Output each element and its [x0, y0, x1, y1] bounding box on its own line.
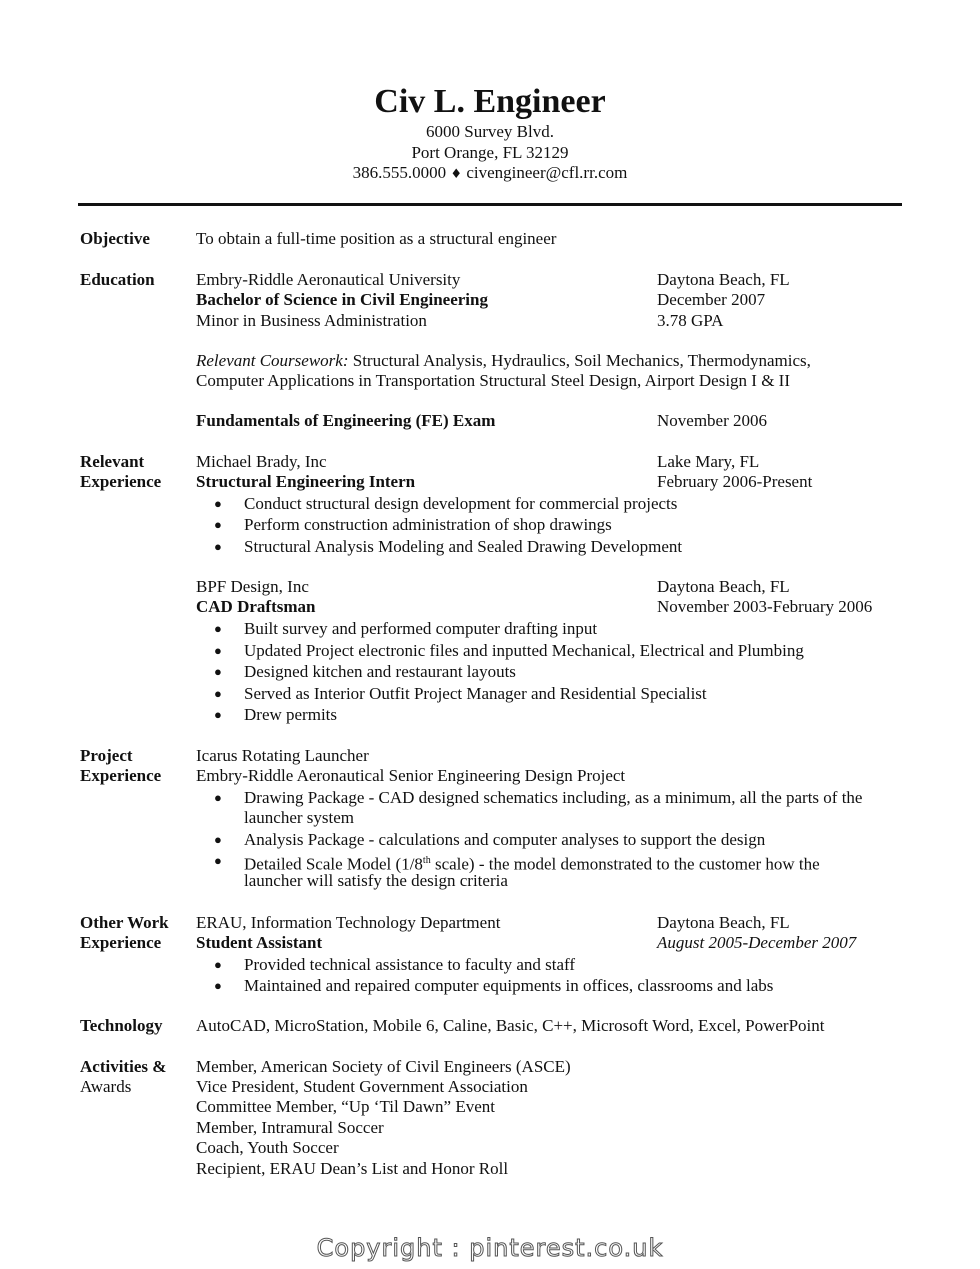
project-bullet-1-line-1: Drawing Package - CAD designed schematics including, as a minimum, all the parts of the	[244, 788, 863, 807]
relevant-experience-label-2: Experience	[80, 472, 162, 491]
education-label: Education	[80, 270, 155, 289]
bullet-icon: ●	[214, 664, 222, 679]
diamond-separator-icon: ♦	[450, 167, 463, 182]
phone: 386.555.0000	[352, 163, 447, 182]
technology-label: Technology	[80, 1016, 163, 1035]
scale-text-pre: Detailed Scale Model (1/8	[244, 854, 423, 874]
job-1-bullet-1: Conduct structural design development for commercial projects	[244, 494, 678, 513]
job-2-location: Daytona Beach, FL	[657, 577, 790, 596]
education-date: December 2007	[657, 290, 766, 309]
education-minor: Minor in Business Administration	[196, 311, 427, 330]
bullet-icon: ●	[214, 978, 222, 993]
education-degree: Bachelor of Science in Civil Engineering	[196, 290, 488, 309]
scale-text-post: scale) - the model demonstrated to the customer how the	[430, 854, 820, 874]
activity-item: Member, Intramural Soccer	[196, 1118, 384, 1137]
activity-item: Committee Member, “Up ‘Til Dawn” Event	[196, 1097, 495, 1116]
bullet-icon: ●	[214, 539, 222, 554]
education-location: Daytona Beach, FL	[657, 270, 790, 289]
bullet-icon: ●	[214, 643, 222, 658]
activity-item: Vice President, Student Government Association	[196, 1077, 528, 1096]
contact-line	[0, 163, 980, 185]
other-work-title: Student Assistant	[196, 933, 323, 952]
activity-item: Member, American Society of Civil Engineers (ASCE)	[196, 1057, 571, 1076]
fe-exam-date: November 2006	[657, 411, 768, 430]
project-bullet-2: Analysis Package - calculations and computer analyses to support the design	[244, 830, 766, 849]
job-2-bullet-4: Served as Interior Outfit Project Manager and Residential Specialist	[244, 684, 707, 703]
technology-text: AutoCAD, MicroStation, Mobile 6, Caline, Basic, C++, Microsoft Word, Excel, PowerPoint	[196, 1016, 825, 1035]
fe-exam: Fundamentals of Engineering (FE) Exam	[196, 411, 496, 430]
coursework-label: Relevant Coursework:	[196, 351, 349, 370]
project-experience-label-1: Project	[80, 746, 133, 765]
bullet-icon: ●	[214, 517, 222, 532]
job-2-dates: November 2003-February 2006	[657, 597, 873, 616]
objective-label: Objective	[80, 229, 150, 248]
coursework-line-1	[196, 351, 811, 371]
job-1-bullet-3: Structural Analysis Modeling and Sealed Drawing Development	[244, 537, 683, 556]
bullet-icon: ●	[214, 853, 222, 868]
project-bullet-1-line-2: launcher system	[244, 808, 354, 827]
bullet-icon: ●	[214, 707, 222, 722]
job-1-title: Structural Engineering Intern	[196, 472, 416, 491]
job-1-company: Michael Brady, Inc	[196, 452, 327, 471]
bullet-icon: ●	[214, 790, 222, 805]
address-line-1: 6000 Survey Blvd.	[426, 122, 554, 141]
other-work-location: Daytona Beach, FL	[657, 913, 790, 932]
job-2-bullet-3: Designed kitchen and restaurant layouts	[244, 662, 516, 681]
job-1-location: Lake Mary, FL	[657, 452, 760, 471]
other-work-bullet-2: Maintained and repaired computer equipments in offices, classrooms and labs	[244, 976, 774, 995]
job-2-bullet-1: Built survey and performed computer drafting input	[244, 619, 598, 638]
project-name: Icarus Rotating Launcher	[196, 746, 369, 765]
education-gpa: 3.78 GPA	[657, 311, 724, 330]
coursework-line-2: Computer Applications in Transportation Structural Steel Design, Airport Design I & II	[196, 371, 790, 390]
copyright-watermark: Copyright : pinterest.co.uk	[316, 1234, 664, 1262]
bullet-icon: ●	[214, 957, 222, 972]
job-1-bullet-2: Perform construction administration of shop drawings	[244, 515, 612, 534]
education-school: Embry-Riddle Aeronautical University	[196, 270, 461, 289]
activities-label-2: Awards	[80, 1077, 132, 1096]
project-bullet-3-line-2: launcher will satisfy the design criteria	[244, 871, 508, 890]
bullet-icon: ●	[214, 686, 222, 701]
job-2-company: BPF Design, Inc	[196, 577, 309, 596]
email: civengineer@cfl.rr.com	[466, 163, 628, 182]
job-2-title: CAD Draftsman	[196, 597, 316, 616]
other-work-dates: August 2005-December 2007	[657, 933, 857, 952]
activities-label-1: Activities &	[80, 1057, 167, 1076]
project-description: Embry-Riddle Aeronautical Senior Engineering Design Project	[196, 766, 626, 785]
other-work-label-2: Experience	[80, 933, 162, 952]
header-divider	[78, 203, 902, 206]
bullet-icon: ●	[214, 621, 222, 636]
other-work-label-1: Other Work	[80, 913, 169, 932]
bullet-icon: ●	[214, 496, 222, 511]
activity-item: Recipient, ERAU Dean’s List and Honor Roll	[196, 1159, 509, 1178]
coursework-text: Structural Analysis, Hydraulics, Soil Mechanics, Thermodynamics,	[348, 351, 811, 370]
objective-text: To obtain a full-time position as a structural engineer	[196, 229, 557, 248]
other-work-company: ERAU, Information Technology Department	[196, 913, 501, 932]
address-line-2: Port Orange, FL 32129	[411, 143, 569, 162]
project-experience-label-2: Experience	[80, 766, 162, 785]
scale-superscript: th	[422, 855, 431, 866]
relevant-experience-label-1: Relevant	[80, 452, 145, 471]
job-1-dates: February 2006-Present	[657, 472, 813, 491]
candidate-name: Civ L. Engineer	[374, 83, 606, 120]
job-2-bullet-2: Updated Project electronic files and inputted Mechanical, Electrical and Plumbing	[244, 641, 804, 660]
job-2-bullet-5: Drew permits	[244, 705, 338, 724]
bullet-icon: ●	[214, 832, 222, 847]
other-work-bullet-1: Provided technical assistance to faculty and staff	[244, 955, 576, 974]
activity-item: Coach, Youth Soccer	[196, 1138, 339, 1157]
